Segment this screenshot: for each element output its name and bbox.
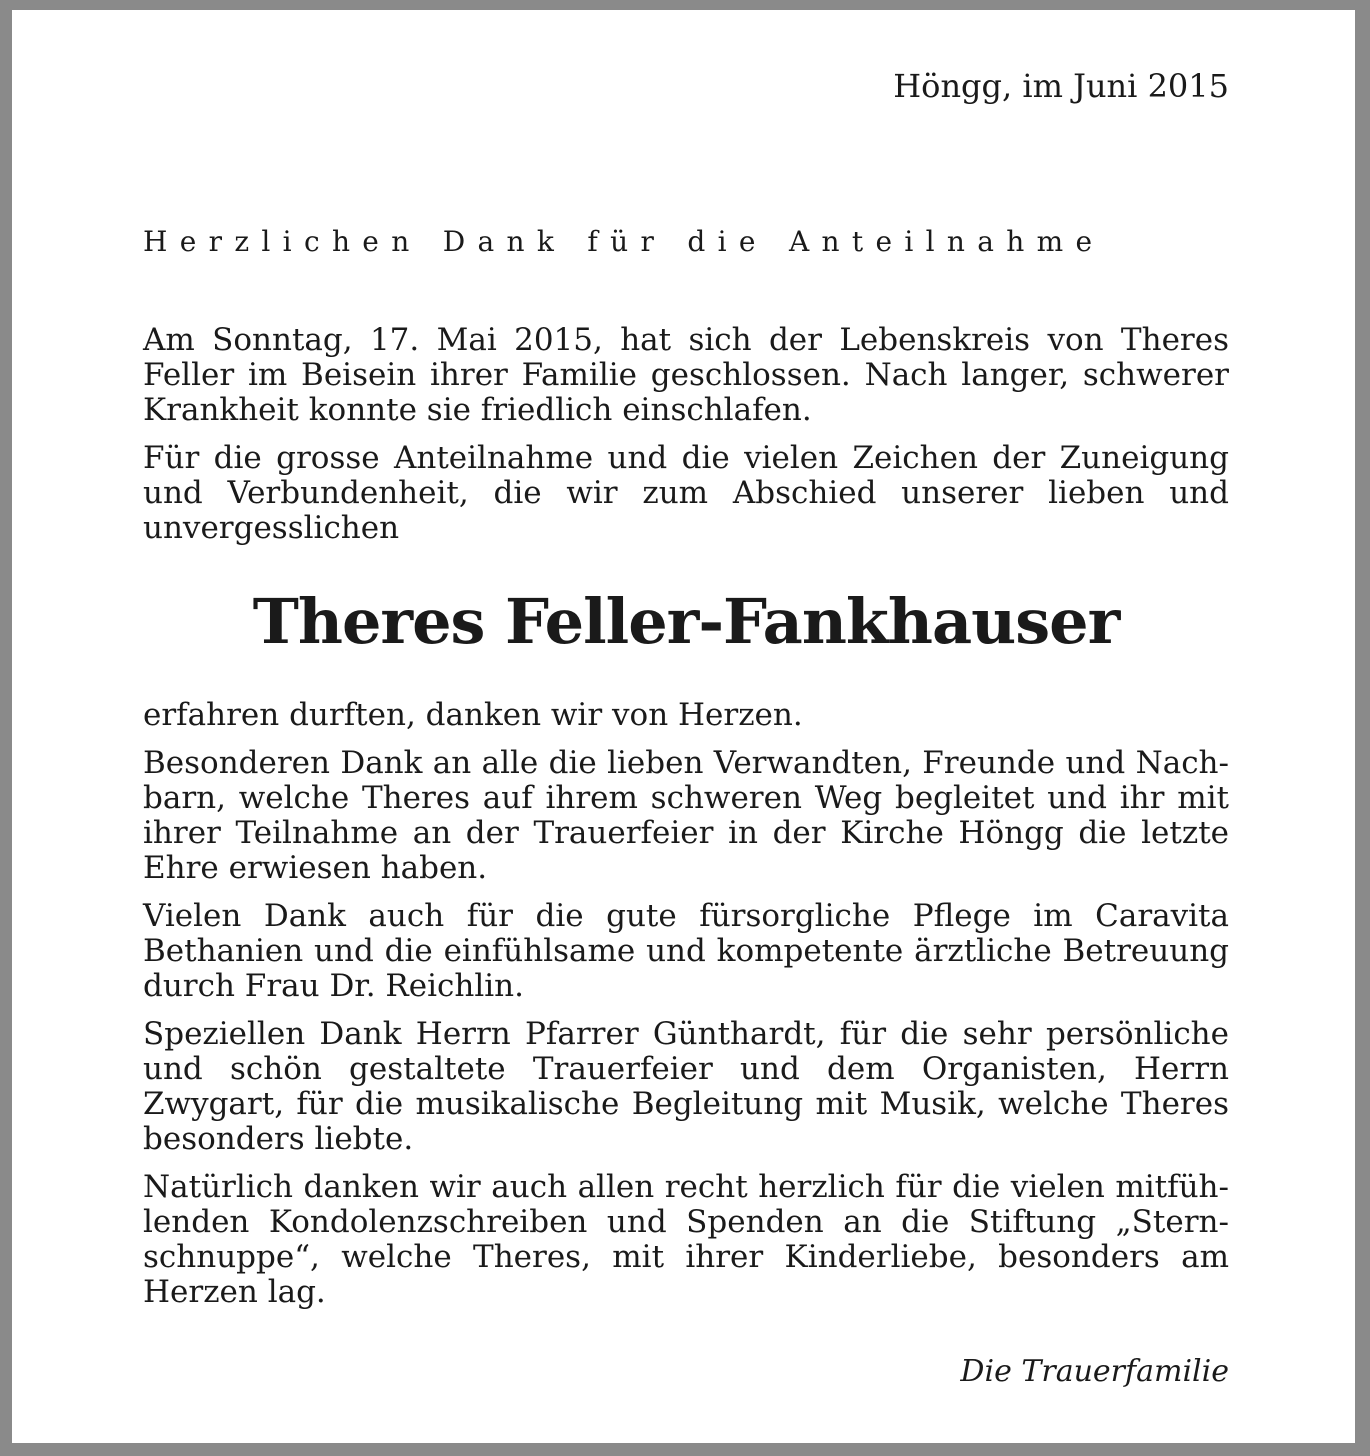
body-paragraph-1: erfahren durften, danken wir von Herzen. — [143, 697, 803, 733]
intro-section — [143, 323, 1229, 559]
body-paragraph-3: Vielen Dank auch für die gute fürsorgliche Pflege im Caravita Bethanien und die einfühlsame und kompetente ärztliche Betreuung durch Frau Dr. Reichlin. — [143, 898, 1229, 1004]
page-title: Herzlichen Dank für die Anteilnahme — [143, 225, 1105, 258]
intro-paragraph-2: Für die grosse Anteilnahme und die vielen Zeichen der Zuneigung und Verbundenheit, die wir zum Abschied unserer lieben und unvergesslichen — [143, 440, 1229, 546]
document-page — [12, 10, 1355, 1443]
body-paragraph-2: Besonderen Dank an alle die lieben Verwandten, Freunde und Nachbarn, welche Theres auf ihrem schweren Weg begleitet und ihr mit ihrer Teilnahme an der Trauerfeier in der Kirche Höngg die letzte Ehre erwiesen haben. — [143, 745, 1229, 886]
body-paragraph-5: Natürlich danken wir auch allen recht herzlich für die vielen mitfühlenden Kondolenzschreiben und Spenden an die Stiftung „Sternschnuppe“, welche Theres, mit ihrer Kinderliebe, besonders am Herzen lag. — [143, 1169, 1229, 1310]
intro-paragraph-1: Am Sonntag, 17. Mai 2015, hat sich der Lebenskreis von Theres Feller im Beisein ihrer Familie geschlossen. Nach langer, schwerer Krankheit konnte sie friedlich einschlafen. — [143, 322, 1229, 428]
body-paragraph-4: Speziellen Dank Herrn Pfarrer Günthardt, für die sehr persönliche und schön gestaltete Trauerfeier und dem Organisten, Herrn Zwygart, für die musikalische Begleitung mit Musik, welche Theres besonders liebte. — [143, 1016, 1229, 1157]
body-section — [143, 698, 1229, 1323]
signature: Die Trauerfamilie — [960, 1354, 1229, 1389]
place-date: Höngg, im Juni 2015 — [893, 67, 1229, 105]
deceased-name: Theres Feller-Fankhauser — [252, 585, 1120, 658]
